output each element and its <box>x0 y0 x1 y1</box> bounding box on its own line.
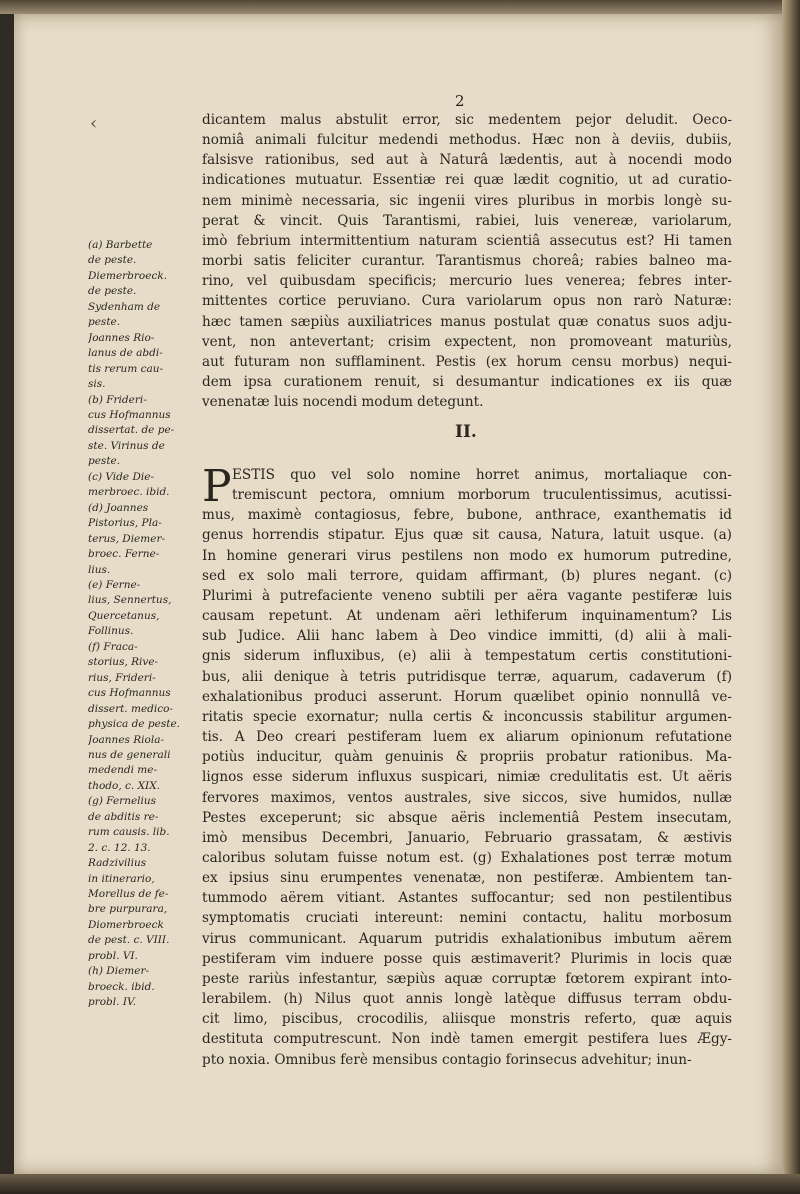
text-line: pto noxia. Omnibus ferè mensibus contagio forinsecus advehitur; inun- <box>202 1051 692 1068</box>
margin-note-line: Radzivilius <box>88 857 147 870</box>
margin-note-line: Joannes Rio- <box>88 331 155 344</box>
text-line: imò mensibus Decembri, Januario, Februario grassatam, & æstivis <box>202 829 732 846</box>
margin-note-line: broeck. ibid. <box>88 980 155 993</box>
text-line: sed ex solo mali terrore, quidam affirmant, (b) plures negant. (c) <box>202 567 732 584</box>
margin-note-line: de peste. <box>88 285 137 298</box>
page-edge-bottom <box>0 1174 800 1194</box>
margin-note-line: in itinerario, <box>88 872 155 885</box>
text-line: pestiferam vim induere posse quis æstimaverit? Plurimis in locis quæ <box>202 950 732 967</box>
margin-note-line: de pest. c. VIII. <box>88 934 170 947</box>
margin-note-line: physica de peste. <box>88 718 181 731</box>
text-line: fervores maximos, ventos australes, sive siccos, sive humidos, nullæ <box>202 789 732 806</box>
text-line: tis. A Deo creari pestiferam luem ex aliarum opinionum refutatione <box>202 729 732 746</box>
text-line: In homine generari virus pestilens non modo ex humorum putredine, <box>202 547 732 564</box>
margin-note-line: ste. Virinus de <box>88 439 165 452</box>
text-line: ESTIS quo vel solo nomine horret animus, mortaliaque con- <box>232 467 732 483</box>
margin-note-line: Diemerbroeck. <box>88 269 168 282</box>
margin-notes <box>88 238 204 1011</box>
text-line: caloribus solutam fuisse notum est. (g) Exhalationes post terræ motum <box>202 849 732 866</box>
margin-note-line: thodo, c. XIX. <box>88 779 161 792</box>
section-1-text <box>202 110 732 412</box>
text-line: indicationes mutuatur. Essentiæ rei quæ lædit cognitio, ut ad curatio- <box>202 172 732 189</box>
section-2-lines <box>202 461 732 1070</box>
text-line: mittentes cortice peruviano. Cura variolarum opus non rarò Naturæ: <box>202 293 732 310</box>
text-line: aut futuram non sufflaminent. Pestis (ex horum censu morbus) nequi- <box>202 353 732 370</box>
margin-note-line: storius, Rive- <box>88 656 159 669</box>
text-line: tummodo aërem vitiant. Astantes suffocantur; sed non pestilentibus <box>202 890 732 907</box>
margin-note-line: Follinus. <box>88 625 134 638</box>
text-line: morbi satis feliciter curantur. Tarantismus choreâ; rabies balneo ma- <box>202 253 732 270</box>
margin-note-line: 2. c. 12. 13. <box>88 841 151 854</box>
margin-note-line: rum causis. lib. <box>88 826 170 839</box>
margin-note-line: Diomerbroeck <box>88 918 164 931</box>
text-line: virus communicant. Aquarum putridis exhalationibus imbutum aërem <box>202 930 732 947</box>
text-line: sub Judice. Alii hanc labem à Deo vindice immitti, (d) alii à mali- <box>202 628 732 645</box>
text-line: falsisve rationibus, sed aut à Naturâ lædentis, aut à nocendi modo <box>202 152 732 169</box>
margin-note-line: (g) Fernelius <box>88 795 157 808</box>
margin-note-line: nus de generali <box>88 748 171 761</box>
text-line: destituta computrescunt. Non indè tamen emergit pestifera lues Ægy- <box>202 1031 732 1048</box>
drop-cap: P <box>202 461 232 512</box>
margin-note-line: (a) Barbette <box>88 239 153 251</box>
text-line: vent, non antevertant; crisim expectent, non promoveant maturiùs, <box>202 333 732 350</box>
text-line: dem ipsa curationem renuit, si desumantur indicationes ex iis quæ <box>202 374 732 391</box>
section-2-text <box>202 461 732 1070</box>
text-line: symptomatis cruciati intereunt: nemini contactu, halitu morbosum <box>202 910 732 927</box>
margin-note-line: de peste. <box>88 254 137 267</box>
text-line: mus, maximè contagiosus, febre, bubone, anthrace, exanthematis id <box>202 507 732 524</box>
text-line: perat & vincit. Quis Tarantismi, rabiei, luis venereæ, variolarum, <box>202 212 732 229</box>
margin-note-line: tis rerum cau- <box>88 362 164 375</box>
text-line: venenatæ luis nocendi modum detegunt. <box>202 394 484 411</box>
page-edge-right <box>782 0 800 1194</box>
margin-note-line: peste. <box>88 455 121 468</box>
margin-note-line: Sydenham de <box>88 300 161 313</box>
margin-note-line: merbroec. ibid. <box>88 486 170 499</box>
margin-note-line: probl. IV. <box>88 996 137 1009</box>
text-line: gnis siderum influxibus, (e) alii à tempestatum certis constitutioni- <box>202 648 732 665</box>
text-line: exhalationibus produci asserunt. Horum quælibet opinio nonnullâ ve- <box>202 688 732 705</box>
page-edge-top <box>0 0 800 14</box>
margin-note-line: (f) Fraca- <box>88 640 138 653</box>
margin-note-line: (d) Joannes <box>88 501 149 514</box>
text-line: genus horrendis stipatur. Ejus quæ sit causa, Natura, latuit usque. (a) <box>202 527 732 544</box>
margin-note-line: cus Hofmannus <box>88 687 171 700</box>
text-line: cit limo, piscibus, crocodilis, aliisque monstris referto, quæ aquis <box>202 1011 732 1028</box>
margin-note-line: medendi me- <box>88 764 158 777</box>
margin-note-line: lanus de abdi- <box>88 347 163 360</box>
text-line: dicantem malus abstulit error, sic medentem pejor deludit. Oeco- <box>202 112 732 128</box>
text-line: peste rariùs infestantur, sæpiùs aquæ corruptæ fœtorem expirant into- <box>202 970 732 987</box>
margin-note-line: Morellus de fe- <box>88 888 169 901</box>
text-line: tremiscunt pectora, omnium morborum truculentissimus, acutissi- <box>232 487 732 504</box>
margin-note-line: peste. <box>88 316 121 329</box>
margin-note-line: cus Hofmannus <box>88 408 171 421</box>
text-line: lerabilem. (h) Nilus quot annis longè latèque diffusus terram obdu- <box>202 991 732 1008</box>
margin-note-line: terus, Diemer- <box>88 532 166 545</box>
text-line: hæc tamen sæpiùs auxiliatrices manus postulat quæ conatus suos adju- <box>202 313 732 330</box>
page-number: 2 <box>455 92 465 110</box>
text-line: Pestes exceperunt; sic absque aëris inclementiâ Pestem insecutam, <box>202 809 732 826</box>
margin-mark: ‹ <box>90 113 98 134</box>
margin-note-line: probl. VI. <box>88 949 138 962</box>
margin-note-line: (b) Frideri- <box>88 393 147 406</box>
text-line: potiùs inducitur, quàm genuinis & propriis probatur rationibus. Ma- <box>202 749 732 766</box>
text-line: bus, alii denique à tetris putridisque terræ, aquarum, cadaverum (f) <box>202 668 732 685</box>
margin-note-line: de abditis re- <box>88 810 159 823</box>
margin-note-line: (e) Ferne- <box>88 578 141 591</box>
text-line: nem minimè necessaria, sic ingenii vires pluribus in morbis longè su- <box>202 192 732 209</box>
margin-note-line: bre purpurara, <box>88 903 168 916</box>
margin-note-line: Pistorius, Pla- <box>88 517 162 530</box>
margin-note-line: lius, Sennertus, <box>88 594 172 607</box>
margin-note-line: broec. Ferne- <box>88 548 160 561</box>
margin-note-line: dissertat. de pe- <box>88 424 175 437</box>
margin-note-line: sis. <box>88 378 106 391</box>
text-line: causam repetunt. At undenam aëri lethiferum inquinamentum? Lis <box>202 608 732 625</box>
text-line: lignos esse siderum influxus suspicari, nimiæ credulitatis est. Ut aëris <box>202 769 732 786</box>
text-line: Plurimi à putrefaciente veneno subtili per aëra vagante pestiferæ luis <box>202 587 732 604</box>
margin-note-line: lius. <box>88 563 111 576</box>
text-line: nomiâ animali fulcitur medendi methodus. Hæc non à deviis, dubiis, <box>202 132 732 149</box>
text-line: rino, vel quibusdam specificis; mercurio lues venerea; febres inter- <box>202 273 732 290</box>
section-heading: II. <box>455 422 477 442</box>
margin-note-line: dissert. medico- <box>88 702 173 715</box>
text-line: imò febrium intermittentium naturam scientiâ assecutus est? Hi tamen <box>202 232 732 249</box>
margin-note-line: rius, Frideri- <box>88 671 156 684</box>
margin-note-line: (c) Vide Die- <box>88 470 154 483</box>
margin-note-line: Quercetanus, <box>88 609 160 622</box>
text-line: ex ipsius sinu erumpentes venenatæ, non pestiferæ. Ambientem tan- <box>202 870 732 887</box>
margin-note-line: (h) Diemer- <box>88 965 150 978</box>
margin-note-line: Joannes Riola- <box>88 733 165 746</box>
text-line: ritatis specie exornatur; nulla certis & inconcussis stabilitur argumen- <box>202 708 732 725</box>
